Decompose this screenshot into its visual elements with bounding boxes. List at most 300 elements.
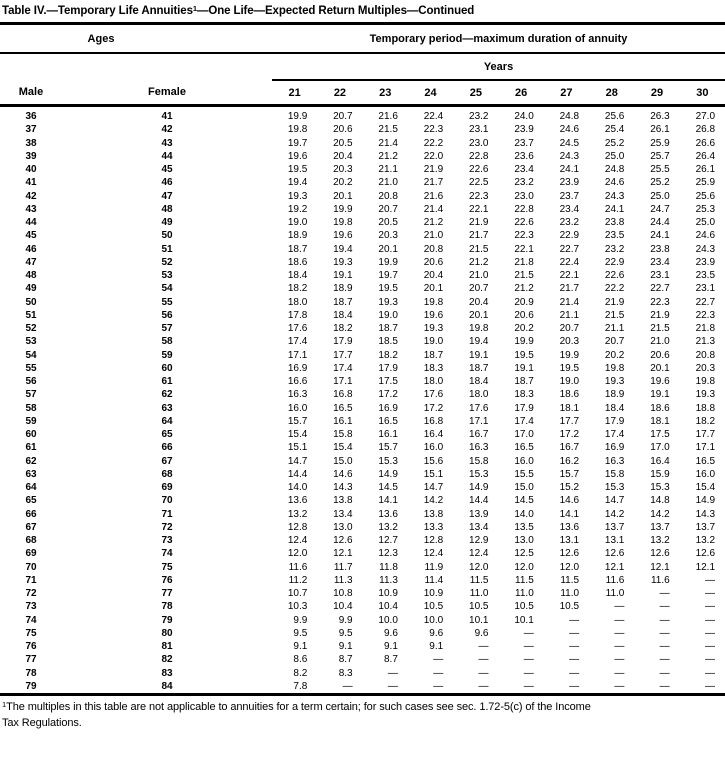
multiple-value-cell: 21.1 (604, 323, 625, 334)
multiple-value-cell: 12.6 (650, 548, 670, 560)
table-row (0, 441, 725, 454)
multiple-value-cell: 13.3 (423, 521, 444, 533)
multiple-value-cell: 14.4 (287, 468, 308, 480)
male-age-cell: 54 (25, 349, 37, 361)
multiple-value-cell: 22.2 (423, 137, 444, 149)
table-row (0, 256, 725, 269)
multiple-value-cell: 18.8 (695, 402, 716, 414)
multiple-value-cell: — (387, 680, 398, 692)
multiple-value-cell: 21.7 (559, 283, 580, 295)
table-row (0, 309, 725, 322)
multiple-value-cell: — (523, 641, 534, 652)
multiple-value-cell: 20.8 (378, 190, 398, 202)
years-group-header: Years (272, 53, 725, 80)
title-footnote-marker: 1 (192, 3, 197, 13)
multiple-value-cell: 10.4 (333, 601, 353, 613)
multiple-value-cell: — (523, 680, 534, 692)
table-row (0, 494, 725, 507)
female-age-cell: 78 (161, 601, 173, 613)
multiple-value-cell: 12.1 (604, 561, 625, 573)
male-age-cell: 69 (25, 548, 37, 560)
multiple-value-cell: 25.6 (604, 111, 625, 122)
multiple-value-cell: 21.5 (604, 309, 625, 321)
table-row (0, 375, 725, 388)
female-age-cell: 81 (161, 641, 173, 652)
multiple-value-cell: — (569, 667, 580, 679)
multiple-value-cell: 19.1 (333, 270, 353, 281)
year-column-header: 27 (544, 80, 589, 106)
footnote-marker: 1 (2, 699, 7, 709)
multiple-value-cell: 20.4 (469, 296, 489, 308)
multiple-value-cell: 21.2 (423, 217, 444, 228)
multiple-value-cell: 19.2 (287, 203, 308, 215)
multiple-value-cell: 17.4 (604, 429, 625, 440)
multiple-value-cell: 24.1 (559, 164, 580, 175)
multiple-value-cell: 26.1 (695, 164, 716, 175)
multiple-value-cell: 15.9 (650, 468, 670, 480)
footnote-text: The multiples in this table are not applicable to annuities for a term certain; for such cases see sec. 1.72-5(c) of the Income (6, 701, 591, 713)
multiple-value-cell: 16.9 (604, 442, 625, 454)
multiple-value-cell: — (614, 641, 625, 652)
multiple-value-cell: 18.3 (423, 362, 444, 374)
female-age-cell: 60 (161, 362, 173, 374)
table-title (0, 0, 725, 25)
multiple-value-cell: 26.3 (650, 111, 670, 122)
multiple-value-cell: 19.8 (604, 362, 625, 374)
year-column-header: 22 (317, 80, 362, 106)
multiple-value-cell: 9.9 (293, 614, 308, 626)
multiple-value-cell: 17.9 (333, 336, 353, 348)
multiple-value-cell: 23.8 (604, 217, 625, 228)
multiple-value-cell: 11.4 (424, 574, 444, 586)
multiple-value-cell: 19.6 (423, 309, 444, 321)
multiple-value-cell: 19.5 (287, 164, 308, 175)
female-age-cell: 56 (161, 309, 173, 321)
multiple-value-cell: 20.5 (333, 137, 353, 149)
female-age-cell: 70 (161, 495, 173, 507)
multiple-value-cell: 22.7 (559, 243, 580, 255)
multiple-value-cell: 14.0 (287, 482, 308, 493)
table-row (0, 614, 725, 627)
multiple-value-cell: 17.4 (333, 362, 353, 374)
multiple-value-cell: — (614, 614, 625, 626)
multiple-value-cell: 11.5 (560, 574, 580, 586)
multiple-value-cell: 17.6 (469, 402, 489, 414)
multiple-value-cell: 23.9 (559, 177, 580, 189)
male-age-cell: 73 (25, 601, 37, 613)
multiple-value-cell: 13.9 (469, 508, 489, 520)
multiple-value-cell: — (342, 680, 353, 692)
female-age-cell: 51 (161, 243, 173, 255)
male-age-cell: 57 (25, 389, 37, 401)
multiple-value-cell: 23.2 (514, 177, 534, 189)
table-row (0, 362, 725, 375)
multiple-value-cell: 19.3 (287, 190, 308, 202)
multiple-value-cell: 18.2 (333, 323, 353, 334)
table-row (0, 667, 725, 680)
multiple-value-cell: 10.8 (333, 588, 353, 599)
male-age-cell: 60 (25, 429, 37, 440)
multiple-value-cell: 22.4 (559, 256, 580, 268)
multiple-value-cell: 17.1 (287, 349, 308, 361)
table-title-continuation: —One Life—Expected Return Multiples—Continued (196, 5, 475, 17)
multiple-value-cell: 18.2 (695, 415, 716, 427)
multiple-value-cell: 17.1 (469, 415, 489, 427)
female-age-cell: 67 (161, 455, 173, 467)
footnote-line-1 (2, 700, 723, 716)
table-header (0, 25, 725, 106)
multiple-value-cell: 12.3 (378, 548, 398, 560)
year-column-header: 29 (634, 80, 679, 106)
multiple-value-cell: 18.9 (287, 230, 308, 242)
multiple-value-cell: 19.8 (287, 124, 308, 136)
multiple-value-cell: 15.4 (695, 482, 716, 493)
multiple-value-cell: 22.3 (469, 190, 489, 202)
multiple-value-cell: — (614, 654, 625, 666)
multiple-value-cell: — (569, 641, 580, 652)
table-row (0, 216, 725, 229)
multiple-value-cell: 9.1 (293, 641, 308, 652)
multiple-value-cell: 19.8 (333, 217, 353, 228)
multiple-value-cell: 15.1 (287, 442, 308, 454)
multiple-value-cell: 22.9 (604, 256, 625, 268)
multiple-value-cell: 22.1 (514, 243, 534, 255)
table-row (0, 163, 725, 176)
multiple-value-cell: 22.1 (559, 270, 580, 281)
multiple-value-cell: 26.8 (695, 124, 716, 136)
male-age-cell: 51 (25, 309, 37, 321)
multiple-value-cell: 13.8 (333, 495, 353, 507)
multiple-value-cell: — (433, 667, 444, 679)
multiple-value-cell: — (614, 601, 625, 613)
multiple-value-cell: 24.8 (559, 111, 580, 122)
multiple-value-cell: 16.5 (514, 442, 534, 454)
multiple-value-cell: — (614, 680, 625, 692)
multiple-value-cell: 16.4 (423, 429, 444, 440)
multiple-value-cell: 20.5 (378, 217, 398, 228)
multiple-value-cell: — (705, 574, 716, 586)
multiple-value-cell: 13.8 (423, 508, 444, 520)
multiple-value-cell: 15.7 (559, 468, 580, 480)
multiple-value-cell: 16.9 (287, 362, 308, 374)
male-age-cell: 74 (25, 614, 37, 626)
multiple-value-cell: 19.9 (378, 256, 398, 268)
footnote (0, 696, 725, 730)
female-age-cell: 75 (161, 561, 173, 573)
multiple-value-cell: — (614, 667, 625, 679)
multiple-value-cell: 18.5 (378, 336, 398, 348)
multiple-value-cell: 21.5 (650, 323, 670, 334)
multiple-value-cell: — (387, 667, 398, 679)
multiple-value-cell: 23.8 (650, 243, 670, 255)
male-age-cell: 58 (25, 402, 37, 414)
male-age-cell: 77 (25, 654, 37, 666)
multiple-value-cell: 14.1 (378, 495, 398, 507)
multiple-value-cell: — (659, 680, 670, 692)
table-row (0, 229, 725, 242)
multiple-value-cell: 21.4 (423, 203, 444, 215)
female-age-cell: 41 (161, 111, 173, 122)
multiple-value-cell: 21.2 (469, 256, 489, 268)
multiple-value-cell: 18.7 (469, 362, 489, 374)
multiple-value-cell: 22.7 (650, 283, 670, 295)
multiple-value-cell: 21.9 (604, 296, 625, 308)
multiple-value-cell: 10.3 (287, 601, 308, 613)
multiple-value-cell: 13.0 (514, 535, 534, 546)
multiple-value-cell: 20.1 (469, 309, 489, 321)
multiple-value-cell: 23.1 (695, 283, 716, 295)
male-age-cell: 37 (25, 124, 37, 136)
multiple-value-cell: 17.7 (695, 429, 716, 440)
multiple-value-cell: 16.0 (423, 442, 444, 454)
multiple-value-cell: 20.7 (559, 323, 580, 334)
female-age-cell: 73 (161, 535, 173, 546)
multiple-value-cell: 22.6 (604, 270, 625, 281)
multiple-value-cell: 19.8 (469, 323, 489, 334)
multiple-value-cell: 21.9 (469, 217, 489, 228)
multiple-value-cell: 22.6 (469, 164, 489, 175)
male-age-cell: 48 (25, 270, 37, 281)
multiple-value-cell: 11.8 (379, 561, 398, 573)
multiple-value-cell: 18.6 (650, 402, 670, 414)
table-row (0, 428, 725, 441)
multiple-value-cell: 16.2 (559, 455, 580, 467)
multiple-value-cell: 16.8 (333, 389, 353, 401)
male-age-cell: 47 (25, 256, 37, 268)
multiple-value-cell: 14.6 (559, 495, 580, 507)
multiple-value-cell: 18.2 (287, 283, 308, 295)
multiple-value-cell: 16.7 (559, 442, 580, 454)
male-age-cell: 55 (25, 362, 37, 374)
table-row (0, 150, 725, 163)
female-age-cell: 46 (161, 177, 173, 189)
multiple-value-cell: 15.0 (333, 455, 353, 467)
ages-group-header: Ages (0, 25, 272, 53)
multiple-value-cell: 23.2 (604, 243, 625, 255)
multiple-value-cell: 23.4 (514, 164, 534, 175)
multiple-value-cell: 20.2 (333, 177, 353, 189)
multiple-value-cell: 15.1 (423, 468, 444, 480)
multiple-value-cell: 14.3 (333, 482, 353, 493)
male-age-cell: 63 (25, 468, 37, 480)
multiple-value-cell: 9.5 (293, 627, 308, 639)
multiple-value-cell: 19.6 (650, 376, 670, 387)
male-age-cell: 66 (25, 508, 37, 520)
multiple-value-cell: 22.3 (423, 124, 444, 136)
multiple-value-cell: 14.8 (650, 495, 670, 507)
multiple-value-cell: 13.4 (333, 508, 353, 520)
year-column-header: 28 (589, 80, 634, 106)
multiple-value-cell: 22.8 (514, 203, 534, 215)
multiple-value-cell: 12.0 (287, 548, 308, 560)
multiple-value-cell: 19.7 (287, 137, 308, 149)
male-age-cell: 67 (25, 521, 37, 533)
multiple-value-cell: — (659, 641, 670, 652)
multiple-value-cell: 21.1 (378, 164, 398, 175)
male-age-cell: 79 (25, 680, 37, 692)
multiple-value-cell: 17.2 (378, 389, 398, 401)
multiple-value-cell: 12.8 (287, 521, 308, 533)
multiple-value-cell: 8.7 (383, 654, 398, 666)
multiple-value-cell: 20.6 (650, 349, 670, 361)
multiple-value-cell: 10.5 (423, 601, 444, 613)
multiple-value-cell: 15.3 (469, 468, 489, 480)
multiple-value-cell: — (659, 614, 670, 626)
male-age-cell: 75 (25, 627, 37, 639)
female-age-cell: 63 (161, 402, 173, 414)
multiple-value-cell: 10.1 (469, 614, 489, 626)
multiple-value-cell: 17.1 (333, 376, 353, 387)
multiple-value-cell: 20.3 (695, 362, 716, 374)
multiple-value-cell: 18.0 (469, 389, 489, 401)
multiple-value-cell: 13.2 (287, 508, 308, 520)
multiple-value-cell: 14.2 (604, 508, 625, 520)
male-age-cell: 72 (25, 588, 37, 599)
multiple-value-cell: 21.7 (423, 177, 444, 189)
multiple-value-cell: 10.9 (423, 588, 444, 599)
male-age-cell: 53 (25, 336, 37, 348)
male-age-cell: 52 (25, 323, 37, 334)
table-title-text: Table IV.—Temporary Life Annuities (2, 5, 193, 17)
female-age-cell: 48 (161, 203, 173, 215)
table-body (0, 106, 725, 695)
female-age-cell: 61 (161, 376, 173, 387)
year-column-header: 25 (453, 80, 498, 106)
multiple-value-cell: 16.5 (333, 402, 353, 414)
multiple-value-cell: 11.0 (605, 588, 625, 599)
table-row (0, 415, 725, 428)
multiple-value-cell: 22.6 (514, 217, 534, 228)
multiple-value-cell: 9.1 (383, 641, 398, 652)
female-age-cell: 57 (161, 323, 173, 334)
multiple-value-cell: 13.7 (604, 521, 625, 533)
multiple-value-cell: 20.1 (333, 190, 353, 202)
multiple-value-cell: 11.6 (288, 561, 308, 573)
male-age-cell: 68 (25, 535, 37, 546)
multiple-value-cell: — (659, 667, 670, 679)
multiple-value-cell: 8.3 (338, 667, 353, 679)
multiple-value-cell: 16.3 (287, 389, 308, 401)
multiple-value-cell: 20.6 (333, 124, 353, 136)
male-age-cell: 70 (25, 561, 37, 573)
multiple-value-cell: 17.2 (559, 429, 580, 440)
multiple-value-cell: 22.5 (469, 177, 489, 189)
multiple-value-cell: 21.5 (514, 270, 534, 281)
year-column-header: 30 (680, 80, 725, 106)
multiple-value-cell: 12.5 (514, 548, 534, 560)
multiple-value-cell: 21.7 (469, 230, 489, 242)
multiple-value-cell: 15.6 (423, 455, 444, 467)
footnote-line-2: Tax Regulations. (2, 716, 82, 729)
table-row (0, 455, 725, 468)
multiple-value-cell: — (478, 654, 489, 666)
multiple-value-cell: 16.0 (514, 455, 534, 467)
multiple-value-cell: 18.0 (423, 376, 444, 387)
table-row (0, 587, 725, 600)
table-row (0, 508, 725, 521)
annuity-multiples-table (0, 25, 725, 696)
multiple-value-cell: — (705, 627, 716, 639)
multiple-value-cell: 17.0 (514, 429, 534, 440)
multiple-value-cell: 19.4 (333, 243, 353, 255)
multiple-value-cell: 22.9 (559, 230, 580, 242)
male-age-cell: 39 (25, 150, 37, 162)
multiple-value-cell: 21.0 (378, 177, 398, 189)
multiple-value-cell: 21.2 (514, 283, 534, 295)
female-age-cell: 62 (161, 389, 173, 401)
multiple-value-cell: 22.7 (695, 296, 716, 308)
multiple-value-cell: 13.6 (378, 508, 398, 520)
multiple-value-cell: 12.7 (378, 535, 398, 546)
multiple-value-cell: 25.6 (695, 190, 716, 202)
multiple-value-cell: 16.9 (378, 402, 398, 414)
multiple-value-cell: — (569, 654, 580, 666)
multiple-value-cell: 20.7 (469, 283, 489, 295)
multiple-value-cell: 20.1 (650, 362, 670, 374)
multiple-value-cell: 18.9 (604, 389, 625, 401)
table-row (0, 640, 725, 653)
male-age-cell: 49 (25, 283, 37, 295)
multiple-value-cell: 20.9 (514, 296, 534, 308)
multiple-value-cell: 21.1 (559, 309, 580, 321)
multiple-value-cell: 21.5 (378, 124, 398, 136)
multiple-value-cell: 20.3 (559, 336, 580, 348)
multiple-value-cell: 12.0 (559, 561, 580, 573)
female-age-cell: 76 (161, 574, 173, 586)
multiple-value-cell: 13.2 (695, 535, 716, 546)
multiple-value-cell: 10.0 (423, 614, 444, 626)
multiple-value-cell: 13.2 (650, 535, 670, 546)
multiple-value-cell: 23.4 (650, 256, 670, 268)
multiple-value-cell: 20.4 (333, 150, 353, 162)
female-age-cell: 80 (161, 627, 173, 639)
year-column-header: 24 (408, 80, 453, 106)
multiple-value-cell: 7.8 (293, 680, 308, 692)
multiple-value-cell: 20.3 (378, 230, 398, 242)
female-age-cell: 69 (161, 482, 173, 493)
multiple-value-cell: 11.0 (469, 588, 489, 599)
multiple-value-cell: 25.5 (650, 164, 670, 175)
male-column-header: Male (0, 80, 62, 106)
multiple-value-cell: 14.5 (378, 482, 398, 493)
table-row (0, 349, 725, 362)
table-row (0, 402, 725, 415)
multiple-value-cell: 11.0 (560, 588, 580, 599)
multiple-value-cell: 16.7 (469, 429, 489, 440)
multiple-value-cell: 23.0 (469, 137, 489, 149)
multiple-value-cell: 16.5 (378, 415, 398, 427)
years-header-row (0, 53, 725, 80)
multiple-value-cell: 12.0 (514, 561, 534, 573)
multiple-value-cell: 15.8 (604, 468, 625, 480)
multiple-value-cell: 15.5 (514, 468, 534, 480)
multiple-value-cell: 18.7 (378, 323, 398, 334)
multiple-value-cell: 21.6 (423, 190, 444, 202)
multiple-value-cell: 17.4 (514, 415, 534, 427)
multiple-value-cell: 22.3 (650, 296, 670, 308)
multiple-value-cell: 22.1 (469, 203, 489, 215)
multiple-value-cell: 23.7 (559, 190, 580, 202)
year-column-header: 26 (498, 80, 543, 106)
female-age-cell: 84 (161, 680, 173, 692)
multiple-value-cell: 24.1 (604, 203, 625, 215)
male-age-cell: 43 (25, 203, 37, 215)
column-header-row (0, 80, 725, 106)
multiple-value-cell: 24.3 (695, 243, 716, 255)
female-age-cell: 54 (161, 283, 173, 295)
multiple-value-cell: 18.4 (604, 402, 625, 414)
multiple-value-cell: 24.6 (559, 124, 580, 136)
